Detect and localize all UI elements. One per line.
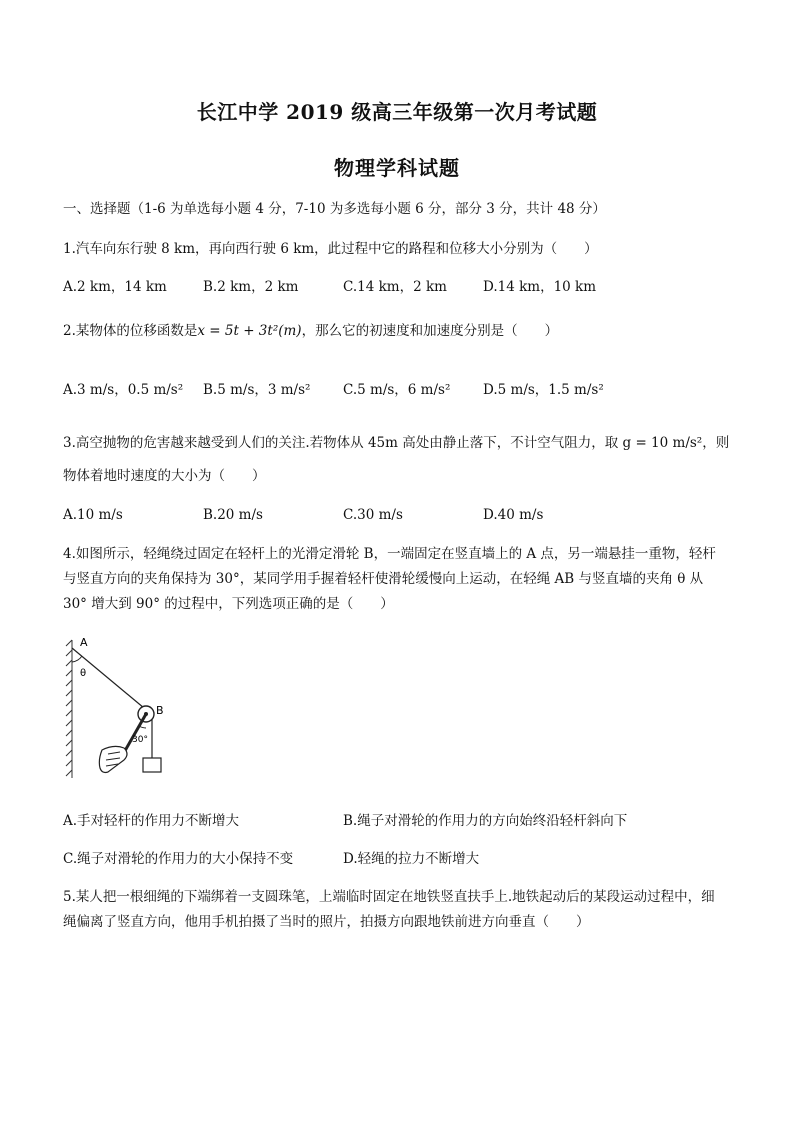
q4-option-b: B.绳子对滑轮的作用力的方向始终沿轻杆斜向下 [343,813,628,829]
angle-arc [139,726,146,728]
q1-option-a: A.2 km，14 km [63,279,167,295]
hand-icon [99,746,127,772]
label-theta: θ [80,668,87,679]
exam-subtitle: 物理学科试题 [334,156,460,180]
q4-stem-line2: 与竖直方向的夹角保持为 30°，某同学用手握着轻杆使滑轮缓慢向上运动，在轻绳 AB 与竖直墙的夹角 θ 从 [63,571,704,587]
label-a: A [80,636,88,649]
q1-stem: 1.汽车向东行驶 8 km，再向西行驶 6 km，此过程中它的路程和位移大小分别为（ ） [63,241,598,257]
q3-stem-line2: 物体着地时速度的大小为（ ） [63,468,266,484]
q4-option-a: A.手对轻杆的作用力不断增大 [63,813,240,829]
q1-option-c: C.14 km，2 km [343,279,447,295]
wall-hatching [66,640,72,778]
q3-stem-line1: 3.高空抛物的危害越来越受到人们的关注.若物体从 45m 高处由静止落下，不计空气阻力，取 g = 10 m/s²，则 [63,435,730,451]
q2-stem-prefix: 2.某物体的位移函数是 [63,323,198,339]
q3-option-d: D.40 m/s [483,507,544,523]
q4-option-d: D.轻绳的拉力不断增大 [343,851,480,867]
q5-stem-line1: 5.某人把一根细绳的下端绑着一支圆珠笔，上端临时固定在地铁竖直扶手上.地铁起动后的某段运动过程中，细 [63,889,715,905]
q3-option-c: C.30 m/s [343,507,403,523]
q3-option-a: A.10 m/s [63,507,123,523]
q2-stem [63,322,558,340]
label-angle: 30° [132,735,148,745]
q2-option-c: C.5 m/s，6 m/s² [343,382,451,398]
hanging-weight [143,758,161,772]
label-b: B [156,704,164,717]
q4-stem-line3: 30° 增大到 90° 的过程中，下列选项正确的是（ ） [63,596,394,612]
pulley-figure [62,632,172,782]
q2-option-d: D.5 m/s，1.5 m/s² [483,382,604,398]
q2-stem-suffix: ，那么它的初速度和加速度分别是（ ） [301,323,559,339]
q4-option-c: C.绳子对滑轮的作用力的大小保持不变 [63,851,294,867]
q2-option-a: A.3 m/s，0.5 m/s² [63,382,184,398]
q1-option-d: D.14 km，10 km [483,279,597,295]
q5-stem-line2: 绳偏离了竖直方向，他用手机拍摄了当时的照片，拍摄方向跟地铁前进方向垂直（ ） [63,914,590,930]
exam-title: 长江中学 2019 级高三年级第一次月考试题 [196,100,598,124]
q1-option-b: B.2 km，2 km [203,279,299,295]
q4-stem-line1: 4.如图所示，轻绳绕过固定在轻杆上的光滑定滑轮 B，一端固定在竖直墙上的 A 点，另一端悬挂一重物，轻杆 [63,546,716,562]
theta-arc [72,656,82,662]
q3-option-b: B.20 m/s [203,507,263,523]
section-heading: 一、选择题（1-6 为单选每小题 4 分，7-10 为多选每小题 6 分，部分 3 分，共计 48 分） [63,201,606,217]
q2-option-b: B.5 m/s，3 m/s² [203,382,311,398]
q2-formula: x = 5t + 3t²(m) [197,323,302,339]
